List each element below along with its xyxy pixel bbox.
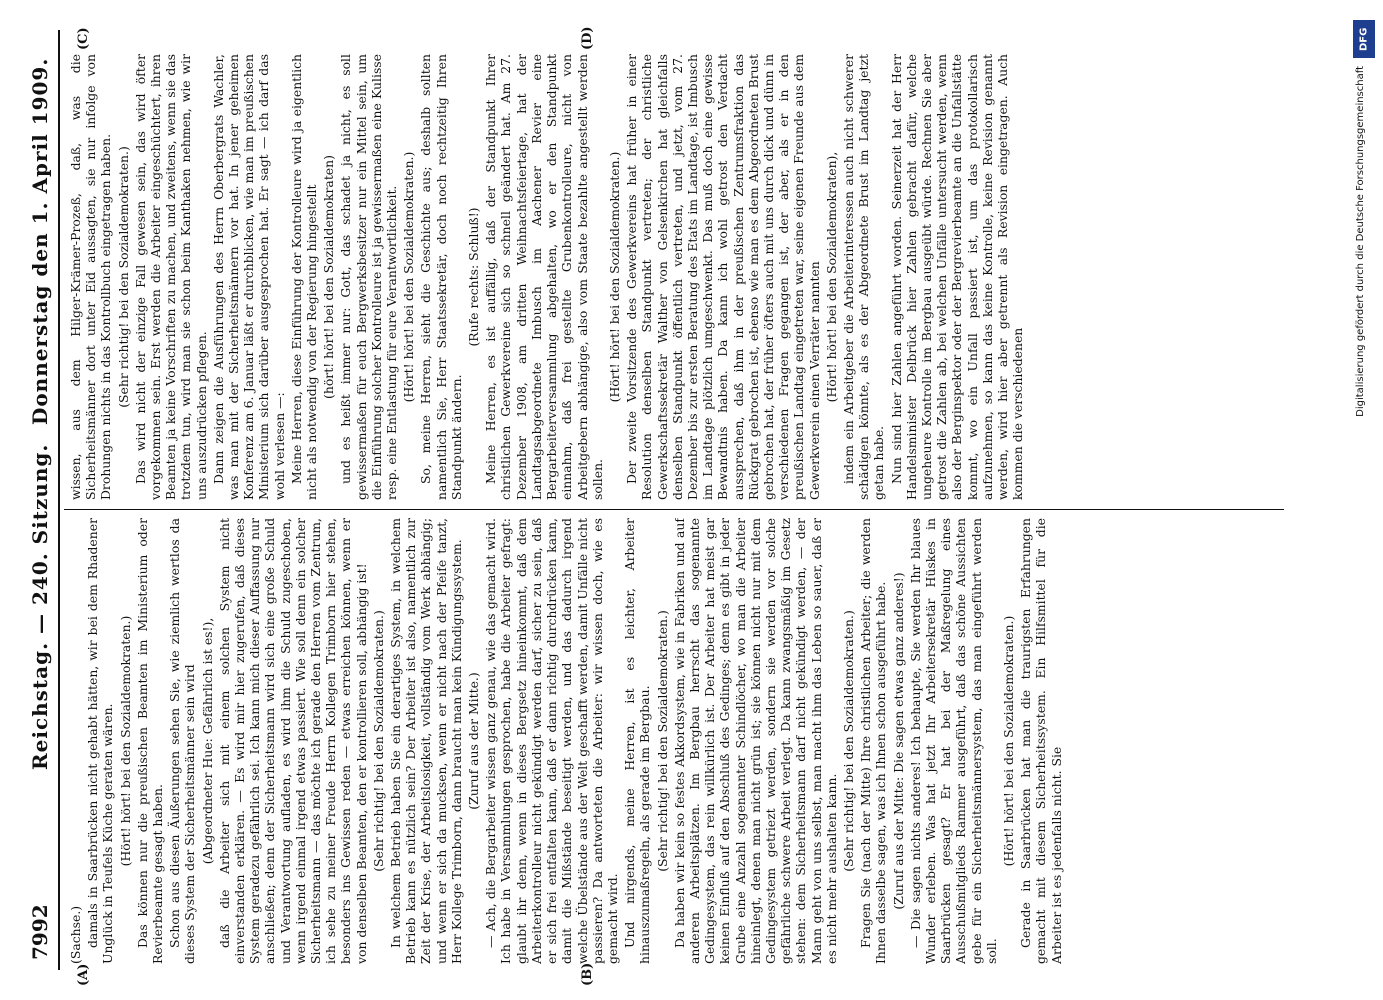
paragraph: Da haben wir kein so festes Akkordsystem, wie in Fabriken und auf anderen Arbeitsplätzen. Im Bergbau herrscht das sogenannte Gedingesystem, das rein willkürlich ist. Der Arbeiter hat meist gar keinen Einfluß auf den Abschluß des Gedinges; denn es gibt in jeder Grube eine Anzahl sogenannter Schindlöcher, wo man die Arbeiter hineinlegt, denen man nicht grün ist; sie können nicht nur mit dem Gedingesystem getriezt werden, sondern sie werden vor solche gefährliche schwere Arbeit verlegt. Da kann zwangsmäßig im Gesetz stehen: dem Sicherheitsmann darf nicht gekündigt werden, — der Mann geht von uns selbst, man macht ihm das Leben so sauer, daß er es nicht mehr aushalten kann.	[671, 518, 839, 964]
margin-mark-d: (D)	[580, 26, 595, 50]
interjection: (Sehr richtig! bei den Sozialdemokraten.)	[840, 610, 856, 872]
digitization-credit: Digitalisierung gefördert durch die Deutsche Forschungsgemeinschaft	[1355, 66, 1366, 417]
interjection: (Hört! hört! bei den Sozialdemokraten.)	[117, 615, 133, 867]
paragraph: Nun sind hier Zahlen angeführt worden. Seinerzeit hat der Herr Handelsminister Delbrück hier Zahlen gebracht dafür, welche ungeheure Kontrolle im Bergbau ausgeübt würde. Rechnen Sie aber getrost die Zahlen ab, bei welchen Unfälle untersucht werden, wenn also der Berginspektor oder der Bergrevierbeamte an die Unfallstätte kommt, wo ein Unfall passiert ist, um das protokollarisch aufzunehmen, so kann das keine Kontrolle, keine Revision genannt werden, wird hier aber getrennt als Revision eingetragen. Auch kommen die verschiedenen	[888, 54, 1026, 500]
interjection: (Rufe rechts: Schluß!)	[466, 207, 482, 347]
paragraph: Fragen Sie (nach der Mitte) Ihre christlichen Arbeiter; die werden Ihnen dasselbe sagen, was ich Ihnen schon ausgeführt habe.	[858, 518, 889, 964]
paragraph: In welchem Betrieb haben Sie ein derartiges System, in welchem Betrieb kann es nützlich sein? Der Arbeiter ist also, namentlich zur Zeit der Krise, der Arbeitslosigkeit, vollständig vom Werk abhängig; und wenn er sich da mucksen, wenn er nicht nach der Pfeife tanzt, Herr Kollege Trimborn, dann braucht man kein Kündigungssystem.	[388, 518, 464, 964]
interjection: (Sehr richtig! bei den Sozialdemokraten.)	[654, 610, 670, 872]
interjection: (Hört! hört! bei den Sozialdemokraten.)	[401, 151, 417, 403]
interjection: (Zuruf aus der Mitte.)	[466, 672, 482, 810]
interjection: (Zuruf aus der Mitte: Die sagen etwas ganz anderes!)	[890, 572, 906, 910]
header-left-title: Reichstag. — 240. Sitzung.	[28, 443, 52, 770]
page-header	[20, 30, 60, 970]
paragraph: daß die Arbeiter sich mit einem solchen System nicht einverstanden erklären. — Es wird mir hier zugerufen, daß dieses System geradezu gefährlich sei. Ich kann mich dieser Auffassung nur anschließen; denn der Sicherheitsmann wird sich eine große Schuld und Verantwortung aufladen, es wird ihm die Schuld zugeschoben, wenn irgend einmal irgend etwas passiert. Wie soll denn ein solcher Sicherheitsmann — das möchte ich gerade den Herren vom Zentrum, ich sehe zu meiner Freude Herrn Kollegen Trimborn hier stehen, besonders ins Gewissen reden — etwas erreichen können, wenn er von denselben Beamten, den er kontrollieren soll, abhängig ist!	[216, 518, 369, 964]
paragraph: Meine Herren, diese Einführung der Kontrolleure wird ja eigentlich nicht als notwendig von der Regierung hingestellt	[288, 54, 320, 500]
newspaper-page	[20, 26, 1320, 986]
interjection: (Abgeordneter Hue: Gefährlich ist es!),	[199, 617, 215, 865]
interjection: (Hört! hört! bei den Sozialdemokraten),	[823, 151, 839, 403]
dfg-logo: DFG	[1353, 20, 1375, 58]
paragraph: Das wird nicht der einzige Fall gewesen sein, das wird öfter vorgekommen sein. Erst werden die Arbeiter eingeschüchtert, ihren Beamten ja keine Vorschriften zu machen, und zweitens, wenn sie das trotzdem tun, wird man sie schon beim Kanthaken nehmen, wie wir uns auszudrücken pflegen.	[132, 54, 209, 500]
interjection: (Sehr richtig! bei den Sozialdemokraten.)	[370, 610, 386, 872]
margin-mark-c: (C)	[76, 27, 91, 50]
paragraph: damals in Saarbrücken nicht gehabt hätten, wir bei dem Rhadener Unglück in Teufels Küche geraten wären.	[85, 518, 116, 964]
paragraph: Gerade in Saarbrücken hat man die traurigsten Erfahrungen gemacht mit diesem Sicherheitssystem. Ein Hilfsmittel für die Arbeiter ist es jedenfalls nicht. Sie	[1018, 518, 1064, 964]
page-number: 7992	[28, 904, 52, 960]
column-divider	[64, 509, 1284, 510]
paragraph: Meine Herren, es ist auffällig, daß der Standpunkt Ihrer christlichen Gewerkvereine sich so schnell geändert hat. Am 27. Dezember 1908, am dritten Weihnachtsfeiertage, hat der Landtagsabgeordnete Imbusch im Aachener Revier eine Bergarbeiterversammlung abgehalten, wo er den Standpunkt einnahm, daß frei gestellte Grubenkontrolleure, nicht von Arbeitgebern abhängige, also vom Staate bezahlte angestellt werden sollen.	[483, 54, 605, 500]
margin-mark-a: (A)	[76, 963, 91, 986]
digitization-credit-strip	[1352, 20, 1378, 980]
paragraph: Und nirgends, meine Herren, ist es leichter, Arbeiter hinauszumaßregeln, als gerade im Bergbau.	[622, 518, 653, 964]
interjection: (Sehr richtig! bei den Sozialdemokraten.)	[115, 146, 131, 408]
header-right-title: Donnerstag den 1. April 1909.	[28, 57, 52, 425]
interjection: (Hört! hört! bei den Sozialdemokraten.)	[606, 151, 622, 403]
paragraph: Das können nur die preußischen Beamten im Ministerium oder Revierbeamte gesagt haben.	[134, 518, 166, 964]
paragraph: wissen, aus dem Hilger-Krämer-Prozeß, daß, was die Sicherheitsmänner dort unter Eid aussagten, sie nur infolge von Drohungen nichts in das Kontrollbuch eingetragen haben.	[68, 54, 114, 500]
paragraph: Schon aus diesen Äußerungen sehen Sie, wie ziemlich wertlos da dieses System der Sicherheitsmänner sein wird	[167, 518, 198, 964]
paragraph: Dann zeigen die Ausführungen des Herrn Oberbergrats Wachler, was man mit der Sicherheitsmännern vor hat. In jener geheimen Konferenz am 6. Januar läßt er durchblicken, wie man im preußischen Ministerium sich darüber ausgesprochen hat. Er sagt — ich darf das wohl verlesen —:	[210, 54, 287, 500]
paragraph: Der zweite Vorsitzende des Gewerkvereins hat früher in einer Resolution denselben Standpunkt vertreten; der christliche Gewerkschaftssekretär Walther von Gelsenkirchen hat gleichfalls denselben Standpunkt öffentlich vertreten, und jetzt, vom 27. Dezember bis zur ersten Beratung des Etats im Landtage, ist Imbusch im Landtage plötzlich umgeschwenkt. Das muß doch eine gewisse Bewandtnis haben. Da kann ich wohl getrost den Verdacht aussprechen, daß ihm in der preußischen Zentrumsfraktion das Rückgrat gebrochen ist, ebenso wie man es dem Abgeordneten Brust gebrochen hat, der früher öfters auch mit uns durch dick und dünn in verschiedenen Fragen gegangen ist, der aber, als er in den preußischen Landtag eingetreten war, seine eigenen Freunde aus dem Gewerkverein einen Verräter nannten	[624, 54, 822, 500]
paragraph: — Ach, die Bergarbeiter wissen ganz genau, wie das gemacht wird. Ich habe in Versammlungen gesprochen, habe die Arbeiter gefragt: glaubt ihr denn, wenn in dieses Bergsetz hineinkommt, daß dem Arbeiterkontrolleur nicht gekündigt werden darf, sicher zu sein, daß er sich frei entfalten kann, daß er dann richtig durchdrücken kann, damit die Mißstände beseitigt werden, und das dadurch irgend welche Übelstände aus der Welt geschafft werden, damit Unfälle nicht passieren? Da antworteten die Arbeiter: wir wissen doch, wie es gemacht wird.	[483, 518, 620, 964]
interjection: (Hört! hört! bei den Sozialdemokraten.)	[1000, 615, 1016, 867]
paragraph: So, meine Herren, sieht die Geschichte aus; deshalb sollten namentlich Sie, Herr Staatssekretär, doch noch rechtzeitig Ihren Standpunkt ändern.	[418, 54, 464, 500]
left-text-column	[68, 518, 1278, 964]
right-text-column	[68, 54, 1278, 500]
margin-mark-b: (B)	[580, 962, 595, 986]
paragraph: und es heißt immer nur: Gott, das schadet ja nicht, es soll gewissermaßen für euch Bergwerksbesitzer nur ein Mittel sein, um die Einführung solcher Kontrolleure ist ja gewissermaßen eine Kulisse resp. eine Entlastung für eure Verantwortlichkeit.	[338, 54, 400, 500]
interjection: (hört! hört! bei den Sozialdemokraten)	[321, 155, 337, 399]
paragraph: indem ein Arbeitgeber die Arbeiterinteressen auch nicht schwerer schädigen könnte, als es der Abgeordnete Brust im Landtag jetzt getan habe.	[840, 54, 887, 500]
paragraph: — Die sagen nichts anderes! Ich behaupte, Sie werden Ihr blaues Wunder erleben. Was hat jetzt Ihr Arbeitersekretär Hüskes in Saarbrücken gesagt? Er hat bei der Maßregelung eines Ausschußmitglieds Rammer ausgeführt, daß das schöne Aussichten gebe für ein Sicherheitsmännersystem, das man eingeführt werden soll.	[907, 518, 999, 964]
paragraph: (Sachse.)	[68, 905, 83, 964]
